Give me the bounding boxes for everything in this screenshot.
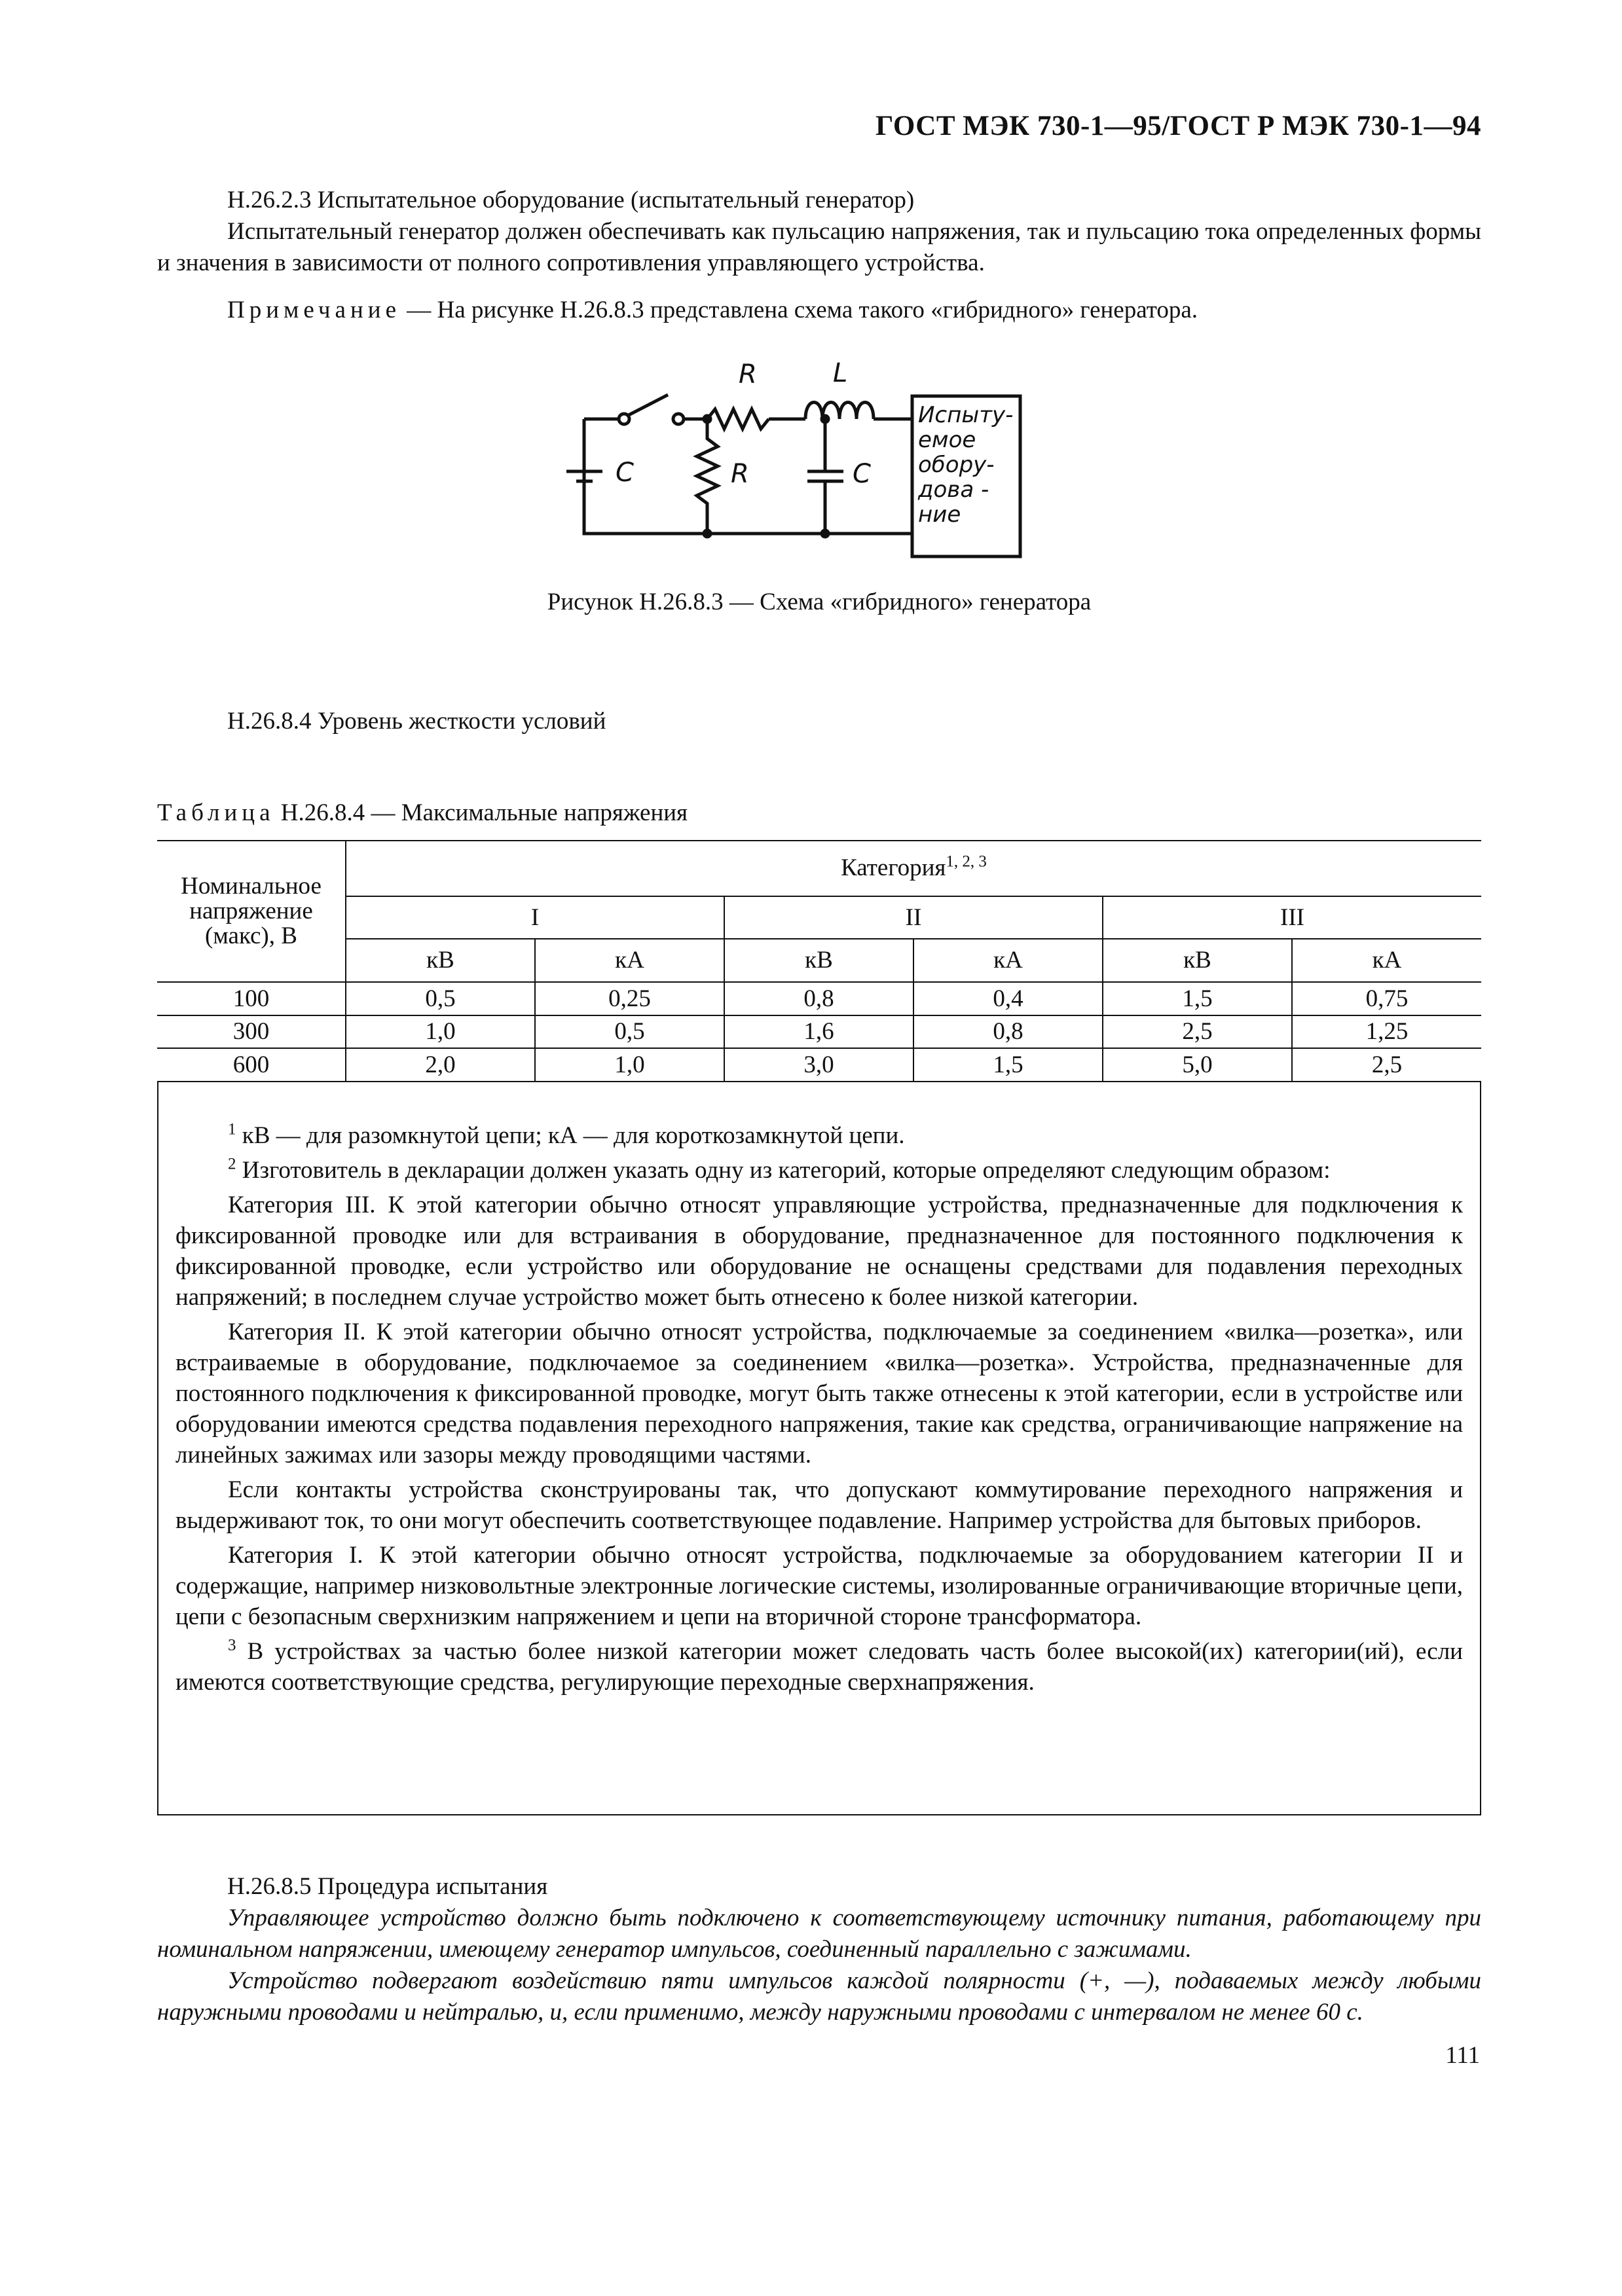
category-3-description: Категория III. К этой категории обычно относят управляющие устройства, предназначенные для подключения к фиксированной проводке или для встраивания в оборудование, предназначенное для постоянного подключения к фиксированной проводке, если устройство или оборудование не оснащены средствами для подавления переходных напряжений; в последнем случае устройство может быть отнесено к более низкой категории. bbox=[175, 1192, 1463, 1311]
note-label: Примечание bbox=[227, 297, 401, 323]
footnote-2 bbox=[175, 1155, 1463, 1186]
footnote-1-mark: 1 bbox=[228, 1120, 236, 1139]
document-header: ГОСТ МЭК 730-1—95/ГОСТ Р МЭК 730-1—94 bbox=[876, 111, 1481, 141]
table-row bbox=[157, 982, 1481, 1015]
table-cell: 600 bbox=[157, 1048, 346, 1082]
box-label-line: дова - bbox=[918, 477, 989, 503]
table-cell: 1,6 bbox=[724, 1015, 913, 1049]
max-voltage-table bbox=[157, 840, 1481, 1082]
unit-cell: кА bbox=[535, 939, 724, 982]
footnote-1 bbox=[175, 1120, 1463, 1151]
junction-dot bbox=[822, 530, 828, 537]
note-text: — На рисунке Н.26.8.3 представлена схема такого «гибридного» генератора. bbox=[401, 297, 1198, 323]
table-cell: 0,5 bbox=[535, 1015, 724, 1049]
label-c-left: C bbox=[616, 458, 634, 488]
label-c-mid: C bbox=[853, 459, 871, 489]
junction-dot bbox=[704, 530, 710, 537]
table-cell: 300 bbox=[157, 1015, 346, 1049]
figure-caption: Рисунок Н.26.8.3 — Схема «гибридного» генератора bbox=[547, 589, 1092, 615]
switch-blade bbox=[627, 395, 668, 416]
row-header-cell bbox=[157, 841, 346, 982]
table-caption-text: Н.26.8.4 — Максимальные напряжения bbox=[274, 799, 688, 826]
inductor-coil bbox=[805, 403, 874, 420]
shunt-resistor bbox=[697, 419, 718, 534]
table-row bbox=[157, 1015, 1481, 1049]
box-label-line: Испыту- bbox=[918, 402, 1014, 428]
table-cell: 100 bbox=[157, 982, 346, 1015]
section-heading-h2685: Н.26.8.5 Процедура испытания bbox=[227, 1873, 548, 1900]
category-header-sup: 1, 2, 3 bbox=[946, 852, 987, 871]
category-2-description: Категория II. К этой категории обычно относят устройства, подключаемые за соединением «вилка—розетка», или встраиваемые в оборудование, подключаемое за соединением «вилка—розетка». Устройства, предназначенные для постоянного подключения к фиксированной проводке, могут быть также отнесены к этой категории, если в устройстве или оборудовании имеются средства подавления переходного напряжения, такие как средства, ограничивающие напряжение на линейных зажимах или зазоры между проводящими частями. bbox=[175, 1319, 1463, 1468]
unit-cell: кА bbox=[1292, 939, 1481, 982]
category-header-text: Категория bbox=[841, 854, 946, 882]
unit-cell: кВ bbox=[1103, 939, 1292, 982]
switch-contact-right bbox=[673, 414, 684, 424]
note-figure-reference bbox=[227, 295, 1481, 326]
junction-dot bbox=[704, 416, 710, 422]
footnote-3 bbox=[175, 1636, 1463, 1698]
row-header-text: Номинальное напряжение (макс), В bbox=[181, 873, 322, 950]
table-caption-label: Таблица bbox=[157, 799, 275, 826]
section-heading-h2623: Н.26.2.3 Испытательное оборудование (испытательный генератор) bbox=[227, 187, 915, 213]
label-l-top: L bbox=[833, 358, 848, 388]
table-cell: 0,8 bbox=[724, 982, 913, 1015]
test-procedure-paragraph-2: Устройство подвергают воздействию пяти импульсов каждой полярности (+, —), подаваемых между любыми наружными проводами и нейтралью, и, если применимо, между наружными проводами с интервалом не менее 60 с. bbox=[157, 1967, 1481, 2026]
table-cell: 5,0 bbox=[1103, 1048, 1292, 1082]
section-heading-h2684: Н.26.8.4 Уровень жесткости условий bbox=[227, 708, 606, 735]
category-1-description: Категория I. К этой категории обычно относят устройства, подключаемые за оборудованием категории II и содержащие, например низковольтные электронные логические системы, изолированные ограничивающие вторичные цепи, цепи с безопасным сверхнизким напряжением и цепи на вторичной стороне трансформатора. bbox=[175, 1542, 1463, 1630]
footnote-3-mark: 3 bbox=[228, 1636, 236, 1654]
page-number: 111 bbox=[1445, 2042, 1480, 2069]
footnote-2-mark: 2 bbox=[228, 1155, 236, 1173]
category-cell: II bbox=[724, 896, 1103, 939]
table-cell: 0,8 bbox=[913, 1015, 1103, 1049]
table-footnotes bbox=[157, 1082, 1481, 1815]
label-r-top: R bbox=[739, 359, 757, 390]
table-cell: 1,5 bbox=[913, 1048, 1103, 1082]
box-label-line: обору- bbox=[918, 452, 995, 478]
table-cell: 1,5 bbox=[1103, 982, 1292, 1015]
footnote-1-text: кВ — для разомкнутой цепи; кА — для короткозамкнутой цепи. bbox=[236, 1122, 905, 1149]
table-cell: 0,25 bbox=[535, 982, 724, 1015]
table-cell: 2,0 bbox=[346, 1048, 535, 1082]
test-procedure-paragraph-1: Управляющее устройство должно быть подключено к соответствующему источнику питания, работающему при номинальном напряжении, имеющему генератор импульсов, соединенный параллельно с зажимами. bbox=[157, 1904, 1481, 1963]
unit-cell: кВ bbox=[724, 939, 913, 982]
table-cell: 1,25 bbox=[1292, 1015, 1481, 1049]
table-cell: 1,0 bbox=[346, 1015, 535, 1049]
footnote-2-text: Изготовитель в декларации должен указать одну из категорий, которые определяют следующим образом: bbox=[236, 1157, 1331, 1184]
category-cell: I bbox=[346, 896, 724, 939]
table-cell: 3,0 bbox=[724, 1048, 913, 1082]
hybrid-generator-circuit-diagram bbox=[550, 357, 1087, 566]
contacts-description: Если контакты устройства сконструированы так, что допускают коммутирование переходного напряжения и выдерживают ток, то они могут обеспечить соответствующее подавление. Например устройства для бытовых приборов. bbox=[175, 1476, 1463, 1534]
table-cell: 1,0 bbox=[535, 1048, 724, 1082]
table-row bbox=[157, 1048, 1481, 1082]
table-caption bbox=[157, 797, 1481, 829]
series-resistor bbox=[707, 409, 769, 429]
junction-dot bbox=[822, 416, 828, 422]
category-header-cell bbox=[346, 841, 1481, 896]
table-cell: 0,75 bbox=[1292, 982, 1481, 1015]
box-label-line: емое bbox=[918, 427, 976, 453]
unit-cell: кА bbox=[913, 939, 1103, 982]
unit-cell: кВ bbox=[346, 939, 535, 982]
table-cell: 2,5 bbox=[1103, 1015, 1292, 1049]
category-cell: III bbox=[1103, 896, 1481, 939]
table-cell: 2,5 bbox=[1292, 1048, 1481, 1082]
box-label-line: ние bbox=[918, 501, 961, 528]
table-cell: 0,4 bbox=[913, 982, 1103, 1015]
label-r-mid: R bbox=[731, 459, 749, 489]
footnote-3-text: В устройствах за частью более низкой категории может следовать часть более высокой(их) категории(ий), если имеются соответствующие средства, регулирующие переходные сверхнапряжения. bbox=[175, 1638, 1463, 1696]
paragraph-test-generator: Испытательный генератор должен обеспечивать как пульсацию напряжения, так и пульсацию тока определенных формы и значения в зависимости от полного сопротивления управляющего устройства. bbox=[157, 218, 1481, 276]
table-cell: 0,5 bbox=[346, 982, 535, 1015]
